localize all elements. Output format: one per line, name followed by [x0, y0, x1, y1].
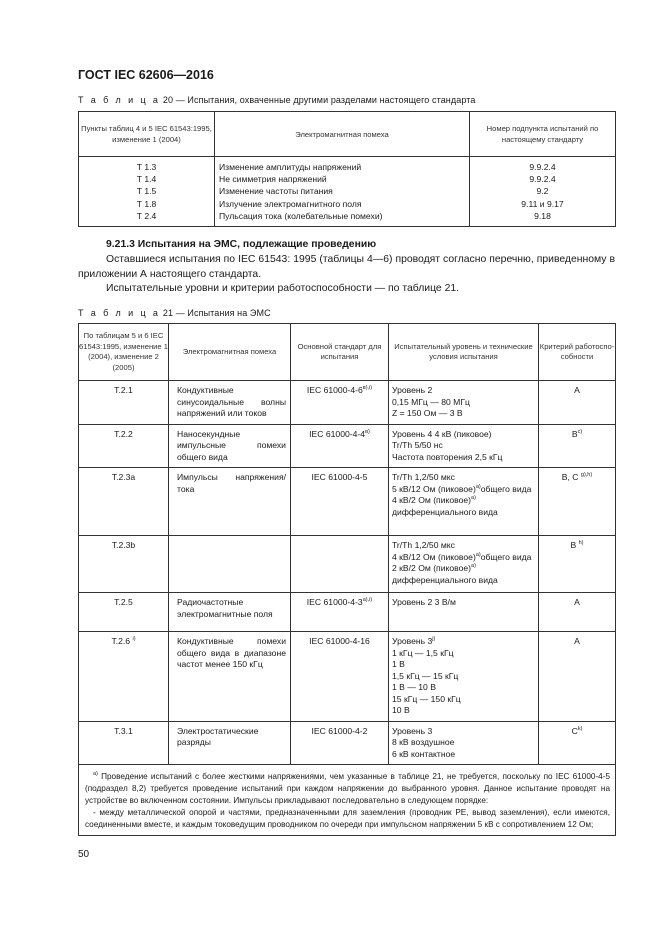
t20-cell: 9.2: [536, 186, 549, 197]
t21-id: [79, 593, 169, 632]
t21-crit-text: В: [571, 428, 578, 439]
t21-level: [389, 468, 539, 536]
t20-header-col2: Электромагнитная помеха: [215, 112, 470, 157]
table-20: [78, 111, 616, 227]
t20-cell: Т 2.4: [136, 210, 157, 221]
table-row: [79, 593, 616, 632]
t21-level-sup: j): [432, 636, 436, 642]
t21-crit-text: А: [574, 636, 580, 646]
t21-disturbance: Радиочастотные электромагнитные поля: [169, 593, 291, 632]
footnote-1: [85, 771, 610, 807]
t21-level-line: Уровень 3: [392, 725, 433, 736]
t21-id: [79, 381, 169, 425]
t21-level-line: 6 кВ контактное: [392, 748, 456, 759]
table20-caption-text: 20 — Испытания, охваченные другими разделами настоящего стандарта: [162, 95, 476, 105]
table21-caption: [78, 308, 271, 318]
table-row: [79, 468, 616, 536]
t21-level-line: 15 кГц — 150 кГц: [392, 693, 461, 704]
t21-header-col5: Критерий работоспо-собности: [539, 324, 616, 381]
t21-level-part: 4 кВ/2 Ом (пиковое): [392, 495, 472, 505]
table-row: [79, 632, 616, 722]
t20-cell: Пульсация тока (колебательные помехи): [219, 210, 383, 221]
footnote-2: - между металлической опорой и частями, предназначенными для заземления (проводник PE, вывод заземления), если имеются, соединенными вместе, и каждым токоведущим проводником по очереди при импульсном напряжении 5 кВ с сопротивлением 12 Ом;: [85, 808, 610, 829]
t21-std-text: IEC 61000-4-3: [306, 597, 363, 607]
t21-std-sup: в),i): [362, 385, 373, 391]
t21-id: [79, 536, 169, 593]
t21-level: [389, 381, 539, 425]
t21-level-line: [392, 552, 535, 564]
t21-criterion: [539, 381, 616, 425]
t21-level-line: [392, 563, 535, 586]
t21-level: [389, 593, 539, 632]
t21-level-line: 10 В: [392, 705, 410, 715]
t20-cell: Изменение амплитуды напряжений: [219, 162, 362, 172]
t21-crit-text: А: [574, 597, 580, 607]
t21-level-line: 1 кГц — 1,5 кГц: [392, 647, 454, 658]
t21-level-line: 0,15 МГц — 80 МГц: [392, 396, 470, 407]
t21-level-part: общего вида: [480, 483, 532, 494]
t21-std-text: IEC 61000-4-2: [311, 725, 368, 736]
page-number: 50: [78, 849, 90, 860]
t20-cell: Т 1.3: [136, 162, 157, 172]
t21-std-text: IEC 61000-4-5: [311, 472, 368, 482]
t21-level-line: Tr/Th 1,2/50 мкс: [392, 472, 455, 482]
table-row: [79, 721, 616, 765]
t21-id: [79, 468, 169, 536]
t21-crit-sup: h): [578, 540, 584, 546]
t21-crit-text: С: [571, 725, 578, 736]
table-row: [79, 381, 616, 425]
t21-header-col3: Основной стандарт для испытания: [291, 324, 389, 381]
t21-criterion: [539, 468, 616, 536]
t21-disturbance: [169, 536, 291, 593]
t21-disturbance: Кондуктивные синусоидальные волны напряжений или токов: [169, 381, 291, 425]
t20-cell: Изменение частоты питания: [219, 186, 333, 197]
t21-level-part: дифференциального вида: [392, 506, 498, 517]
t21-level: [389, 632, 539, 722]
t21-standard: [291, 632, 389, 722]
t21-level-line: [392, 484, 535, 496]
t21-level-line: 8 кВ воздушное: [392, 737, 455, 747]
t21-disturbance: Наносекундные импульсные помехи общего вида: [169, 424, 291, 468]
t21-crit-text: А: [574, 385, 580, 395]
t21-std-sup: а),i): [362, 597, 373, 603]
t21-standard: [291, 381, 389, 425]
t21-standard: [291, 468, 389, 536]
t20-cell: 9.9.2.4: [529, 162, 556, 172]
t20-header-col1: Пункты таблиц 4 и 5 IEC 61543:1995, изменение 1 (2004): [79, 112, 215, 157]
table20-caption: [78, 95, 475, 105]
t21-level-line: Уровень 4 4 кВ (пиковое): [392, 428, 492, 439]
table20-caption-prefix: Т а б л и ц а: [78, 95, 161, 105]
t21-level-sup: а): [471, 495, 476, 501]
t20-cell: Т 1.5: [136, 186, 157, 197]
t20-cell: 9.9.2.4: [529, 174, 556, 185]
t20-header-col3: Номер подпункта испытаний по настоящему стандарту: [470, 112, 616, 157]
t21-header-col2: Электромагнитная помеха: [169, 324, 291, 381]
t21-level-part: дифференциального вида: [392, 574, 498, 585]
t21-id-text: Т.2.2: [114, 428, 133, 439]
t21-level-part: 5 кВ/12 Ом (пиковое): [392, 483, 476, 494]
t21-level-line: 1,5 кГц — 15 кГц: [392, 670, 459, 681]
t20-cell: Т 1.8: [136, 198, 157, 209]
t21-standard: [291, 424, 389, 468]
t21-level-line: Tr/Th 5/50 нс: [392, 440, 443, 450]
t21-level-line: Tr/Th 1,2/50 мкс: [392, 540, 455, 550]
t21-std-text: IEC 61000-4-4: [309, 428, 366, 439]
t21-id-sup: i): [132, 636, 136, 642]
t21-level-line: Частота повторения 2,5 кГц: [392, 451, 503, 462]
section-paragraph-2: Испытательные уровни и критерии работоспособности — по таблице 21.: [106, 283, 460, 294]
t21-level: [389, 721, 539, 765]
section-heading: 9.21.3 Испытания на ЭМС, подлежащие проведению: [106, 239, 377, 250]
t21-standard: [291, 721, 389, 765]
t21-level: [389, 536, 539, 593]
table-row: [79, 536, 616, 593]
t21-std-text: IEC 61000-4-16: [309, 636, 370, 646]
t20-col2: [215, 157, 470, 227]
t21-header-col1: По таблицам 5 и 6 IEC 61543:1995, изменение 1 (2004), изменение 2 (2005): [79, 324, 169, 381]
t21-id-text: Т.3.1: [114, 725, 133, 736]
table-row: [79, 424, 616, 468]
t21-level-sup: а): [471, 563, 476, 569]
table21-caption-text: 21 — Испытания на ЭМС: [162, 308, 271, 318]
t21-id-text: Т.2.1: [114, 385, 133, 395]
t21-criterion: [539, 721, 616, 765]
t21-header-col4: Испытательный уровень и технические условия испытания: [389, 324, 539, 381]
t21-id: [79, 632, 169, 722]
t21-criterion: [539, 632, 616, 722]
t21-level-line: Уровень 2 3 В/м: [392, 597, 456, 607]
t21-crit-text: В, С: [561, 472, 579, 482]
t21-level-line: 1 В: [392, 659, 405, 669]
footnote-1-text: Проведение испытаний с более жесткими напряжениями, чем указанные в таблице 21, не требуется, поскольку по IEC 61000-4-5 (подраздел 8,2) требуется проведение испытаний при каждом напряжении до выбранного уровня. Данное испытание проводят на устройстве во включенном состоянии. Импульсы прикладывают последовательно в следующем порядке:: [85, 772, 610, 805]
footnote-mark: а): [93, 771, 98, 777]
t21-level-line: 1 В — 10 В: [392, 682, 436, 692]
t21-level-line: [392, 495, 535, 518]
t21-standard: [291, 536, 389, 593]
table-footnote-row: [79, 765, 616, 836]
t21-level-part: 4 кВ/12 Ом (пиковое): [392, 551, 476, 562]
t21-crit-sup: g),h): [580, 472, 593, 478]
t21-id: [79, 424, 169, 468]
t21-id-text: Т.2.3b: [111, 540, 136, 550]
t21-crit-sup: с): [577, 428, 583, 435]
t20-cell: 9.11 и 9.17: [521, 198, 564, 209]
t21-crit-sup: k): [577, 725, 583, 732]
t20-col3: [470, 157, 616, 227]
t21-level-sup: а): [475, 483, 481, 490]
t21-id-text: Т.2.3а: [111, 472, 136, 482]
t21-level-part: 2 кВ/2 Ом (пиковое): [392, 563, 472, 573]
t21-crit-text: В: [570, 540, 577, 550]
t21-level-line: [392, 636, 535, 648]
table21-caption-prefix: Т а б л и ц а: [78, 308, 161, 318]
t21-standard: [291, 593, 389, 632]
t21-disturbance: Кондуктивные помехи общего вида в диапазоне частот менее 150 кГц: [169, 632, 291, 722]
t21-level-sup: а): [475, 551, 481, 558]
t20-cell: Не симметрия напряжений: [219, 174, 327, 185]
t21-level-part: Уровень 3: [392, 636, 433, 646]
t21-level-part: общего вида: [480, 551, 532, 562]
t21-criterion: [539, 536, 616, 593]
t21-criterion: [539, 593, 616, 632]
t21-std-text: IEC 61000-4-6: [306, 385, 363, 395]
t21-level: [389, 424, 539, 468]
t21-id-text: Т.2.6: [111, 636, 131, 646]
t21-disturbance: Электростатические разряды: [169, 721, 291, 765]
t20-cell: 9.18: [534, 210, 551, 221]
t21-id-text: Т.2.5: [114, 597, 133, 607]
section-paragraph-1: Оставшиеся испытания по IEC 61543: 1995 (таблицы 4—6) проводят согласно перечню, приведенному в приложении А настоящего стандарта.: [78, 254, 615, 280]
t20-cell: Излучение электромагнитного поля: [219, 198, 362, 209]
t21-id: [79, 721, 169, 765]
t21-disturbance: Импульсы напряжения/тока: [169, 468, 291, 536]
t20-col1: [79, 157, 215, 227]
table-footnote: [79, 765, 616, 836]
document-header: ГОСТ IEC 62606—2016: [78, 68, 214, 82]
t21-criterion: [539, 424, 616, 468]
t21-level-line: Уровень 2: [392, 385, 433, 395]
t21-level-line: Z = 150 Ом — 3 В: [392, 408, 463, 418]
t20-cell: Т 1.4: [136, 174, 157, 185]
t21-std-sup: в): [365, 428, 370, 435]
table-21: [78, 323, 616, 836]
